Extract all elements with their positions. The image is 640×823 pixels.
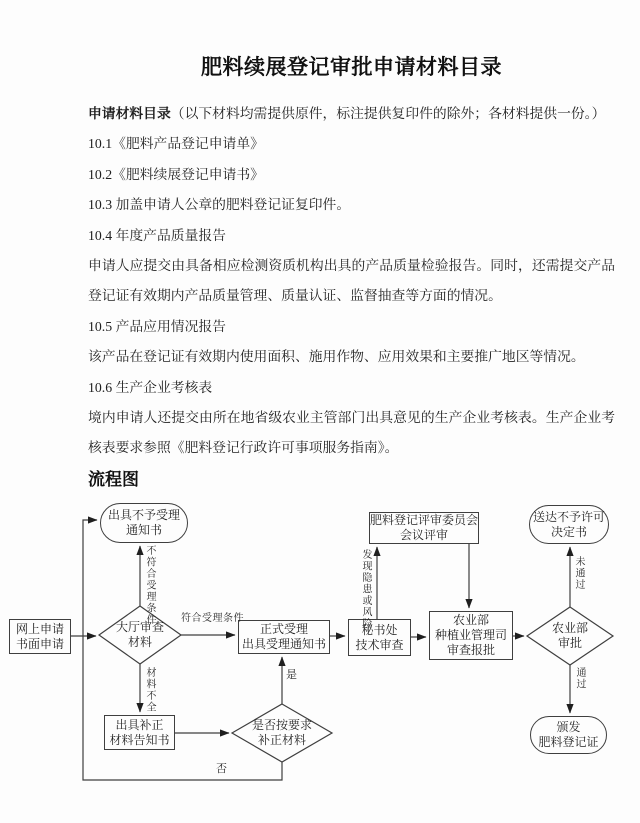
document-title: 肥料续展登记审批申请材料目录 <box>201 56 502 79</box>
node-issue-cert-line2: 肥料登记证 <box>538 735 599 749</box>
edge-label-not-passed: 未通过 <box>573 556 584 591</box>
edge-label-no: 否 <box>216 763 228 775</box>
paragraph-application-report: 该产品在登记证有效期内使用面积、施用作物、应用效果和主要推广地区等情况。 <box>88 349 585 365</box>
paragraph-assessment-form: 境内申请人还提交由所在地省级农业主管部门出具意见的生产企业考核表。生产企业考核表要求参照《肥料登记行政许可事项服务指南》。 <box>88 410 615 456</box>
edge-label-qualified: 符合受理条件 <box>181 613 244 624</box>
node-supplement-notice-line1: 出具补正 <box>115 717 164 732</box>
node-secretariat <box>348 619 411 656</box>
list-item-10-3: 10.3 加盖申请人公章的肥料登记证复印件。 <box>88 197 351 213</box>
node-hall-review-line2: 材料 <box>127 635 152 649</box>
node-issue-cert-line1: 颁发 <box>556 720 581 734</box>
intro-heading: 申请材料目录 <box>88 106 171 121</box>
node-reject-notice-line1: 出具不予受理 <box>107 508 180 522</box>
node-hall-review-line1: 大厅审查 <box>115 620 164 634</box>
node-dept <box>429 611 513 660</box>
node-online-apply <box>9 619 71 654</box>
node-secretariat-line1: 秘书处 <box>361 622 398 637</box>
node-reject-notice-line2: 通知书 <box>125 523 162 537</box>
flowchart-heading: 流程图 <box>88 469 139 489</box>
node-hall-review <box>99 607 181 663</box>
node-reject-notice <box>100 503 188 543</box>
node-formal-accept-line2: 出具受理通知书 <box>241 637 326 651</box>
edge-label-not-qualified: 不符合受理条件 <box>144 545 155 626</box>
node-online-apply-line1: 网上申请 <box>15 621 64 636</box>
list-item-10-4: 10.4 年度产品质量报告 <box>88 227 226 243</box>
edge-label-risk-found: 发现隐患或风险 <box>360 549 371 630</box>
list-item-10-1: 10.1《肥料产品登记申请单》 <box>88 136 264 152</box>
paragraph-quality-report: 申请人应提交由具备相应检测资质机构出具的产品质量检验报告。同时，还需提交产品登记证有效期内产品质量管理、质量认证、监督抽查等方面的情况。 <box>88 258 615 304</box>
node-committee <box>369 512 479 544</box>
node-issue-cert <box>530 716 607 754</box>
node-supplement-check-line1: 是否按要求 <box>251 718 312 732</box>
node-moa-approval-line1: 农业部 <box>551 621 588 635</box>
node-supplement-notice <box>104 715 175 750</box>
node-supplement-notice-line2: 材料告知书 <box>109 732 170 747</box>
node-deny-decision <box>529 505 609 544</box>
node-committee-line2: 会议评审 <box>399 528 448 542</box>
node-dept-line1: 农业部 <box>452 613 489 627</box>
node-online-apply-line2: 书面申请 <box>15 636 64 651</box>
list-item-10-5: 10.5 产品应用情况报告 <box>88 318 226 334</box>
list-item-10-2: 10.2《肥料续展登记申请书》 <box>88 166 264 182</box>
node-dept-line2: 种植业管理司 <box>434 628 507 642</box>
node-formal-accept-line1: 正式受理 <box>259 622 308 636</box>
edge-label-passed: 通过 <box>574 667 585 690</box>
node-deny-decision-line1: 送达不予许可 <box>532 509 605 524</box>
node-formal-accept <box>238 620 330 654</box>
edge-label-incomplete: 材料不全 <box>144 667 155 713</box>
node-secretariat-line2: 技术审查 <box>355 637 404 652</box>
node-committee-line1: 肥料登记评审委员会 <box>370 513 479 527</box>
intro-note: （以下材料均需提供原件，标注提供复印件的除外；各材料提供一份。） <box>170 106 606 121</box>
node-supplement-check-line2: 补正材料 <box>257 733 306 747</box>
list-item-10-6: 10.6 生产企业考核表 <box>88 379 213 395</box>
node-deny-decision-line2: 决定书 <box>550 524 587 539</box>
node-dept-line3: 审查报批 <box>446 643 495 657</box>
node-moa-approval-line2: 审批 <box>557 636 582 650</box>
edge-label-yes: 是 <box>286 669 298 681</box>
node-moa-approval <box>527 608 613 664</box>
node-supplement-check <box>232 705 332 761</box>
